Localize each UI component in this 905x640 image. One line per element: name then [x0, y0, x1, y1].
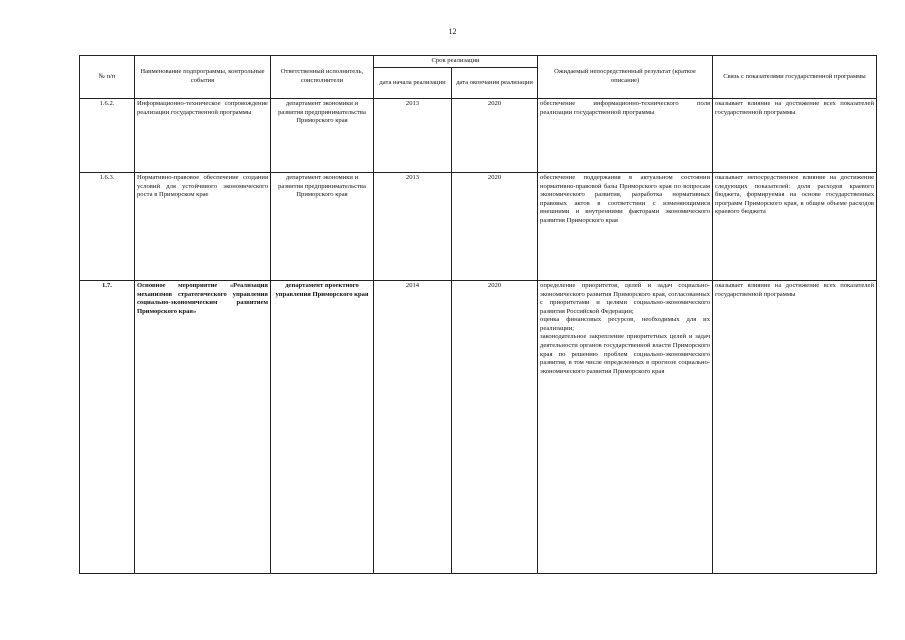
- row-name: Нормативно-правовое обеспечение создания условий для устойчивого экономического роста в Приморском крае: [135, 173, 271, 281]
- header-responsible: Ответственный исполнитель, соисполнители: [271, 56, 374, 99]
- table-row: [80, 99, 877, 173]
- row-number: 1.6.3.: [80, 173, 135, 281]
- row-number: 1.7.: [80, 281, 135, 574]
- header-end: дата окончания реализации: [452, 68, 538, 99]
- row-end: 2020: [452, 173, 538, 281]
- activities-table: [79, 55, 877, 574]
- table-header-row: [80, 56, 877, 68]
- header-name: Наименование подпрограммы, контрольные события: [135, 56, 271, 99]
- header-period: Срок реализации: [374, 56, 538, 68]
- result-line: оценка финансовых ресурсов, необходимых для их реализации;: [540, 316, 711, 332]
- header-number: № п/п: [80, 56, 135, 99]
- row-start: 2013: [374, 173, 452, 281]
- row-number: 1.6.2.: [80, 99, 135, 173]
- result-line: определение приоритетов, целей и задач социально-экономического развития Приморского края, согласованных с приоритетами и целями социально-экономического развития Российской Федерации;: [540, 282, 711, 315]
- row-responsible: департамент проектного управления Приморского края: [271, 281, 374, 574]
- header-start: дата начала реализации: [374, 68, 452, 99]
- row-result: обеспечение информационно-технического поля реализации государственной программы: [538, 99, 713, 173]
- row-end: 2020: [452, 99, 538, 173]
- row-start: 2013: [374, 99, 452, 173]
- row-link: оказывает влияние на достижение всех показателей государственной программы: [713, 99, 877, 173]
- table-row: [80, 281, 877, 574]
- row-link: оказывает влияние на достижение всех показателей государственной программы: [713, 281, 877, 574]
- row-end: 2020: [452, 281, 538, 574]
- row-start: 2014: [374, 281, 452, 574]
- row-link: оказывает непосредственное влияние на достижение следующих показателей: доля расходов краевого бюджета, формируемая на основе государственных программ Приморского края, в общем объеме расходов краевого бюджета: [713, 173, 877, 281]
- row-name: Информационно-техническое сопровождение реализации государственной программы: [135, 99, 271, 173]
- result-line: законодательное закрепление приоритетных целей и задач деятельности органов государственной власти Приморского края по решению проблем социально-экономического развития, в том числе определенных в прогнозе социально-экономического развития Приморского края: [540, 333, 711, 375]
- row-result: [538, 281, 713, 574]
- row-responsible: департамент экономики и развития предпринимательства Приморского края: [271, 173, 374, 281]
- table-row: [80, 173, 877, 281]
- row-responsible: департамент экономики и развития предпринимательства Приморского края: [271, 99, 374, 173]
- page-number: 12: [448, 27, 457, 36]
- header-result: Ожидаемый непосредственный результат (краткое описание): [538, 56, 713, 99]
- row-result: обеспечение поддержания в актуальном состоянии нормативно-правовой базы Приморского края по вопросам экономического развития, разработка нормативных правовых актов в соответствии с изменяющимися внешними и внутренними факторами экономического развития Приморского края: [538, 173, 713, 281]
- row-name: Основное мероприятие «Реализация механизмов стратегического управления социально-экономическим развитием Приморского края»: [135, 281, 271, 574]
- header-link: Связь с показателями государственной программы: [713, 56, 877, 99]
